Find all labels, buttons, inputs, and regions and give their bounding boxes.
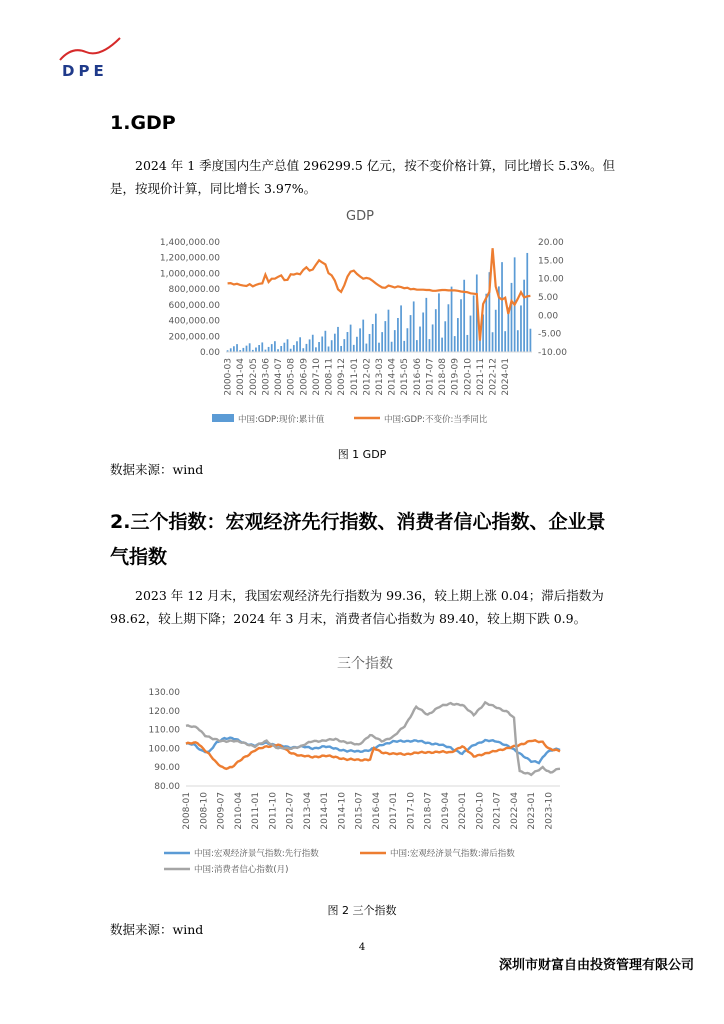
x-axis-tick-label: 2011-10 — [268, 792, 279, 830]
legend-label-2: 中国:消费者信心指数(月) — [194, 865, 289, 875]
gdp-cumulative-bar — [331, 340, 333, 352]
gdp-cumulative-bar — [523, 280, 525, 352]
gdp-cumulative-bar — [233, 346, 235, 352]
left-axis-tick-label: 600,000.00 — [168, 300, 220, 311]
gdp-cumulative-bar — [255, 348, 257, 352]
x-axis-tick-label: 2016-06 — [412, 358, 423, 396]
right-axis-tick-label: 15.00 — [538, 256, 564, 267]
x-axis-tick-label: 2019-04 — [440, 792, 451, 830]
figure-1-source: 数据来源：wind — [110, 462, 204, 477]
x-axis-tick-label: 2018-08 — [438, 358, 449, 396]
gdp-cumulative-bar — [359, 328, 361, 352]
gdp-cumulative-bar — [230, 348, 232, 352]
x-axis-tick-label: 2016-04 — [371, 792, 382, 830]
x-axis-tick-label: 2014-10 — [337, 792, 348, 830]
y-axis-tick-label: 90.00 — [154, 763, 180, 774]
y-axis-tick-label: 130.00 — [148, 688, 180, 698]
gdp-cumulative-bar — [369, 334, 371, 352]
gdp-cumulative-bar — [520, 305, 522, 352]
x-axis-tick-label: 2012-02 — [362, 358, 373, 396]
gdp-chart — [140, 200, 580, 440]
right-axis-tick-label: 10.00 — [538, 274, 564, 285]
right-axis-tick-label: 20.00 — [538, 238, 564, 248]
gdp-cumulative-bar — [268, 347, 270, 352]
gdp-cumulative-bar — [444, 321, 446, 352]
gdp-cumulative-bar — [451, 287, 453, 352]
x-axis-tick-label: 2008-11 — [324, 358, 335, 396]
page-number: 4 — [358, 942, 366, 953]
gdp-cumulative-bar — [384, 321, 386, 352]
section-1-heading: 1.GDP — [110, 112, 176, 134]
gdp-cumulative-bar — [343, 339, 345, 352]
gdp-cumulative-bar — [407, 328, 409, 352]
gdp-cumulative-bar — [318, 342, 320, 352]
gdp-cumulative-bar — [526, 253, 528, 352]
legend-label-1: 中国:宏观经济景气指数:滞后指数 — [390, 849, 515, 859]
right-axis-tick-label: 5.00 — [538, 293, 559, 303]
gdp-cumulative-bar — [457, 318, 459, 352]
left-axis-tick-label: 800,000.00 — [168, 285, 220, 296]
section-2-heading: 2.三个指数：宏观经济先行指数、消费者信心指数、企业景 — [110, 511, 606, 533]
y-axis-tick-label: 80.00 — [154, 782, 180, 792]
gdp-cumulative-bar — [280, 346, 282, 352]
x-axis-tick-label: 2001-04 — [236, 358, 247, 396]
gdp-cumulative-bar — [293, 345, 295, 352]
legend-label-gdp-cumulative: 中国:GDP:现价:累计值 — [238, 415, 325, 425]
left-axis-tick-label: 1,400,000.00 — [159, 238, 220, 248]
x-axis-tick-label: 2017-07 — [425, 358, 436, 396]
gdp-cumulative-bar — [299, 337, 301, 352]
gdp-cumulative-bar — [236, 344, 238, 352]
gdp-cumulative-bar — [306, 344, 308, 352]
x-axis-tick-label: 2005-08 — [286, 358, 297, 396]
gdp-cumulative-bar — [416, 340, 418, 352]
gdp-yoy-line — [228, 248, 531, 340]
gdp-cumulative-bar — [242, 348, 244, 352]
gdp-cumulative-bar — [340, 346, 342, 352]
gdp-cumulative-bar — [356, 337, 358, 352]
section-1-paragraph: 2024 年 1 季度国内生产总值 296299.5 亿元，按不变价格计算，同比增长 5.3%。但是，按现价计算，同比增长 3.97%。 — [110, 158, 616, 196]
gdp-cumulative-bar — [413, 301, 415, 352]
left-axis-tick-label: 200,000.00 — [168, 332, 220, 343]
x-axis-tick-label: 2023-01 — [527, 792, 538, 830]
right-axis-tick-label: -5.00 — [538, 329, 562, 340]
x-axis-tick-label: 2017-10 — [406, 792, 417, 830]
gdp-cumulative-bar — [397, 318, 399, 352]
gdp-cumulative-bar — [362, 320, 364, 352]
gdp-cumulative-bar — [454, 336, 456, 352]
x-axis-tick-label: 2000-03 — [223, 358, 234, 396]
x-axis-tick-label: 2003-06 — [261, 358, 272, 396]
x-axis-tick-label: 2024-01 — [501, 358, 512, 396]
x-axis-tick-label: 2017-01 — [389, 792, 400, 830]
gdp-cumulative-bar — [492, 332, 494, 352]
gdp-cumulative-bar — [460, 299, 462, 352]
y-axis-tick-label: 110.00 — [148, 725, 180, 736]
gdp-cumulative-bar — [495, 310, 497, 352]
chart-1-title: GDP — [346, 209, 374, 224]
gdp-cumulative-bar — [315, 347, 317, 352]
right-axis-tick-label: -10.00 — [538, 348, 568, 358]
legend-label-0: 中国:宏观经济景气指数:先行指数 — [194, 849, 319, 859]
x-axis-tick-label: 2019-09 — [450, 358, 461, 396]
x-axis-tick-label: 2002-05 — [248, 358, 259, 396]
gdp-cumulative-bar — [485, 294, 487, 352]
gdp-cumulative-bar — [507, 308, 509, 352]
gdp-cumulative-bar — [274, 341, 276, 352]
x-axis-tick-label: 2021-11 — [475, 358, 486, 396]
x-axis-tick-label: 2015-07 — [354, 792, 365, 830]
figure-1-caption: 图 1 GDP — [337, 448, 387, 461]
gdp-cumulative-bar — [381, 332, 383, 352]
series-line-2 — [186, 702, 560, 775]
left-axis-tick-label: 1,000,000.00 — [159, 269, 220, 280]
gdp-cumulative-bar — [435, 309, 437, 352]
gdp-cumulative-bar — [258, 345, 260, 352]
gdp-cumulative-bar — [246, 346, 248, 352]
gdp-cumulative-bar — [372, 324, 374, 352]
logo-text: DPE — [62, 62, 108, 80]
gdp-cumulative-bar — [312, 335, 314, 352]
gdp-cumulative-bar — [394, 330, 396, 352]
x-axis-tick-label: 2006-09 — [299, 358, 310, 396]
x-axis-tick-label: 2011-01 — [251, 792, 262, 830]
gdp-cumulative-bar — [463, 280, 465, 352]
left-axis-tick-label: 1,200,000.00 — [159, 253, 220, 264]
y-axis-tick-label: 100.00 — [148, 744, 180, 755]
gdp-cumulative-bar — [321, 337, 323, 352]
gdp-cumulative-bar — [366, 344, 368, 352]
gdp-cumulative-bar — [350, 325, 352, 352]
gdp-cumulative-bar — [337, 327, 339, 352]
left-axis-tick-label: 400,000.00 — [168, 316, 220, 327]
right-axis-tick-label: 0.00 — [538, 311, 559, 322]
gdp-cumulative-bar — [271, 344, 273, 352]
gdp-cumulative-bar — [501, 262, 503, 352]
gdp-cumulative-bar — [504, 331, 506, 352]
three-indices-chart — [140, 648, 590, 888]
gdp-cumulative-bar — [448, 304, 450, 352]
x-axis-tick-label: 2022-12 — [488, 358, 499, 396]
gdp-cumulative-bar — [466, 335, 468, 352]
gdp-cumulative-bar — [422, 312, 424, 352]
x-axis-tick-label: 2013-03 — [375, 358, 385, 396]
gdp-cumulative-bar — [470, 316, 472, 352]
gdp-cumulative-bar — [429, 339, 431, 352]
gdp-cumulative-bar — [328, 346, 330, 352]
gdp-cumulative-bar — [530, 329, 532, 352]
gdp-cumulative-bar — [287, 339, 289, 352]
x-axis-tick-label: 2014-04 — [387, 358, 398, 396]
x-axis-tick-label: 2020-10 — [475, 792, 486, 830]
gdp-cumulative-bar — [302, 348, 304, 352]
gdp-cumulative-bar — [438, 293, 440, 352]
gdp-cumulative-bar — [419, 327, 421, 352]
gdp-cumulative-bar — [334, 334, 336, 352]
gdp-cumulative-bar — [347, 332, 349, 352]
x-axis-tick-label: 2023-10 — [544, 792, 555, 830]
figure-2-source: 数据来源：wind — [110, 922, 204, 937]
x-axis-tick-label: 2020-10 — [463, 358, 474, 396]
gdp-cumulative-bar — [425, 298, 427, 352]
gdp-cumulative-bar — [249, 343, 251, 352]
x-axis-tick-label: 2009-12 — [337, 358, 348, 396]
legend-swatch-gdp-cumulative — [212, 414, 234, 422]
x-axis-tick-label: 2008-10 — [199, 792, 210, 830]
section-2-heading-cont: 气指数 — [110, 546, 168, 568]
gdp-cumulative-bar — [473, 295, 475, 352]
gdp-cumulative-bar — [325, 331, 327, 352]
gdp-cumulative-bar — [388, 310, 390, 352]
x-axis-tick-label: 2013-04 — [302, 792, 313, 830]
x-axis-tick-label: 2004-07 — [274, 358, 285, 396]
x-axis-tick-label: 2010-04 — [233, 792, 244, 830]
gdp-cumulative-bar — [403, 341, 405, 352]
gdp-cumulative-bar — [261, 342, 263, 352]
section-2-paragraph: 2023 年 12 月末，我国宏观经济先行指数为 99.36，较上期上涨 0.04；滞后指数为 98.62，较上期下降；2024 年 3 月末，消费者信心指数为 89.40，较上期下跌 0.9。 — [110, 588, 604, 626]
logo-swoosh-icon — [60, 38, 120, 60]
x-axis-tick-label: 2018-07 — [423, 792, 434, 830]
gdp-cumulative-bar — [511, 283, 513, 352]
gdp-cumulative-bar — [517, 330, 519, 352]
figure-2-caption: 图 2 三个指数 — [327, 904, 397, 917]
legend-label-gdp-yoy: 中国:GDP:不变价:当季同比 — [384, 415, 488, 425]
y-axis-tick-label: 120.00 — [148, 706, 180, 717]
gdp-cumulative-bar — [353, 345, 355, 352]
x-axis-tick-label: 2008-01 — [182, 792, 192, 830]
x-axis-tick-label: 2009-07 — [216, 792, 227, 830]
gdp-cumulative-bar — [400, 305, 402, 352]
gdp-cumulative-bar — [378, 343, 380, 352]
x-axis-tick-label: 2022-04 — [509, 792, 520, 830]
gdp-cumulative-bar — [391, 342, 393, 352]
x-axis-tick-label: 2007-10 — [311, 358, 322, 396]
chart-2-title: 三个指数 — [337, 656, 393, 672]
gdp-cumulative-bar — [296, 341, 298, 352]
gdp-cumulative-bar — [441, 338, 443, 352]
gdp-cumulative-bar — [432, 324, 434, 352]
company-name: 深圳市财富自由投资管理有限公司 — [498, 958, 694, 973]
x-axis-tick-label: 2014-01 — [320, 792, 331, 830]
x-axis-tick-label: 2021-07 — [492, 792, 503, 830]
gdp-cumulative-bar — [309, 339, 311, 352]
x-axis-tick-label: 2015-05 — [400, 358, 411, 396]
left-axis-tick-label: 0.00 — [199, 348, 220, 358]
gdp-cumulative-bar — [375, 314, 377, 352]
gdp-cumulative-bar — [283, 343, 285, 352]
gdp-cumulative-bar — [410, 315, 412, 352]
x-axis-tick-label: 2012-07 — [285, 792, 296, 830]
x-axis-tick-label: 2020-01 — [458, 792, 469, 830]
x-axis-tick-label: 2011-01 — [349, 358, 360, 396]
